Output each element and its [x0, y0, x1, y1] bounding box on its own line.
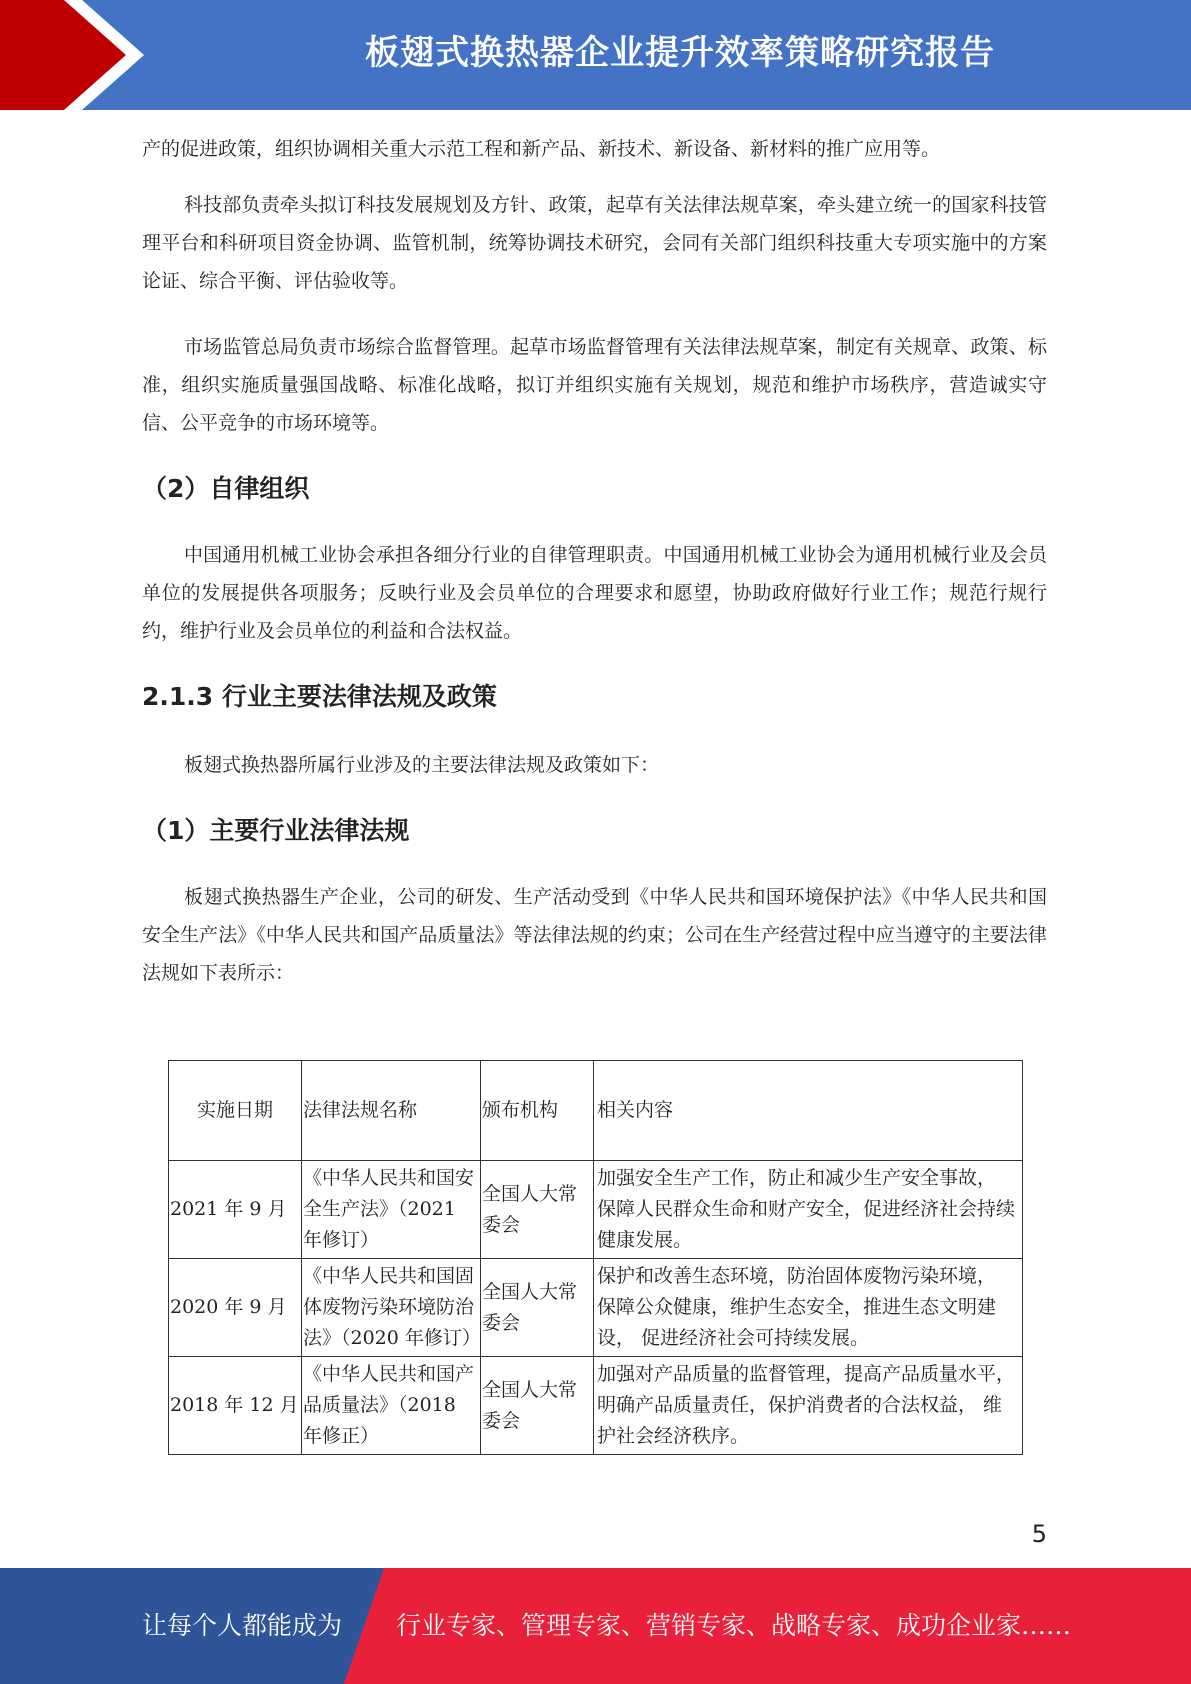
cell-agency: 全国人大常委会: [481, 1161, 594, 1259]
cell-agency: 全国人大常委会: [481, 1259, 594, 1357]
cell-date: 2018 年 12 月: [169, 1357, 302, 1455]
laws-table: [168, 1060, 1023, 1455]
header-arrow-decoration: [0, 0, 160, 110]
paragraph-laws-intro: 板翅式换热器生产企业，公司的研发、生产活动受到《中华人民共和国环境保护法》《中华人民共和国安全生产法》《中华人民共和国产品质量法》等法律法规的约束；公司在生产经营过程中应当遵守的主要法律法规如下表所示：: [142, 886, 1047, 984]
heading-main-laws: （1）主要行业法律法规: [142, 816, 410, 845]
paragraph-intro: 板翅式换热器所属行业涉及的主要法律法规及政策如下：: [184, 754, 660, 776]
footer-slogan-left: 让每个人都能成为: [142, 1611, 343, 1640]
table-row: [169, 1357, 1023, 1455]
footer-slogan-right: 行业专家、管理专家、营销专家、战略专家、成功企业家……: [396, 1611, 1072, 1640]
cell-name: 《中华人民共和国固体废物污染环境防治法》（2020 年修订）: [302, 1259, 481, 1357]
cell-agency: 全国人大常委会: [481, 1357, 594, 1455]
cell-date: 2021 年 9 月: [169, 1161, 302, 1259]
page-number: 5: [1031, 1520, 1047, 1548]
header-name: 法律法规名称: [302, 1061, 481, 1161]
paragraph-mst: 科技部负责牵头拟订科技发展规划及方针、政策，起草有关法律法规草案，牵头建立统一的国家科技管理平台和科研项目资金协调、监管机制，统筹协调技术研究，会同有关部门组织科技重大专项实施中的方案论证、综合平衡、评估验收等。: [142, 194, 1047, 292]
cell-content: 加强对产品质量的监督管理，提高产品质量水平，明确产品质量责任，保护消费者的合法权益， 维护社会经济秩序。: [594, 1357, 1023, 1455]
paragraph-samr: 市场监管总局负责市场综合监督管理。起草市场监督管理有关法律法规草案，制定有关规章、政策、标准，组织实施质量强国战略、标准化战略，拟订并组织实施有关规划，规范和维护市场秩序，营造诚实守信、公平竞争的市场环境等。: [142, 336, 1047, 434]
cell-date: 2020 年 9 月: [169, 1259, 302, 1357]
table-header-row: [169, 1061, 1023, 1161]
paragraph-association: 中国通用机械工业协会承担各细分行业的自律管理职责。中国通用机械工业协会为通用机械行业及会员单位的发展提供各项服务；反映行业及会员单位的合理要求和愿望，协助政府做好行业工作；规范行规行约，维护行业及会员单位的利益和合法权益。: [142, 544, 1047, 642]
heading-self-regulatory: （2）自律组织: [142, 474, 310, 503]
table-row: [169, 1161, 1023, 1259]
footer-banner: [0, 1568, 1191, 1684]
cell-content: 加强安全生产工作，防止和减少生产安全事故， 保障人民群众生命和财产安全，促进经济社会持续 健康发展。: [594, 1161, 1023, 1259]
paragraph-continued: 产的促进政策，组织协调相关重大示范工程和新产品、新技术、新设备、新材料的推广应用等。: [142, 138, 941, 160]
cell-content: 保护和改善生态环境，防治固体废物污染环境， 保障公众健康，维护生态安全，推进生态文明建设， 促进经济社会可持续发展。: [594, 1259, 1023, 1357]
header-content: 相关内容: [594, 1061, 1023, 1161]
section-heading: 2.1.3 行业主要法律法规及政策: [142, 682, 497, 711]
cell-name: 《中华人民共和国安全生产法》（2021 年修订）: [302, 1161, 481, 1259]
table-row: [169, 1259, 1023, 1357]
header-date: 实施日期: [169, 1061, 302, 1161]
header-agency: 颁布机构: [481, 1061, 594, 1161]
report-title: 板翅式换热器企业提升效率策略研究报告: [365, 33, 995, 73]
header-bar: [0, 0, 1191, 110]
document-body: [142, 130, 1047, 992]
cell-name: 《中华人民共和国产品质量法》（2018 年修正）: [302, 1357, 481, 1455]
